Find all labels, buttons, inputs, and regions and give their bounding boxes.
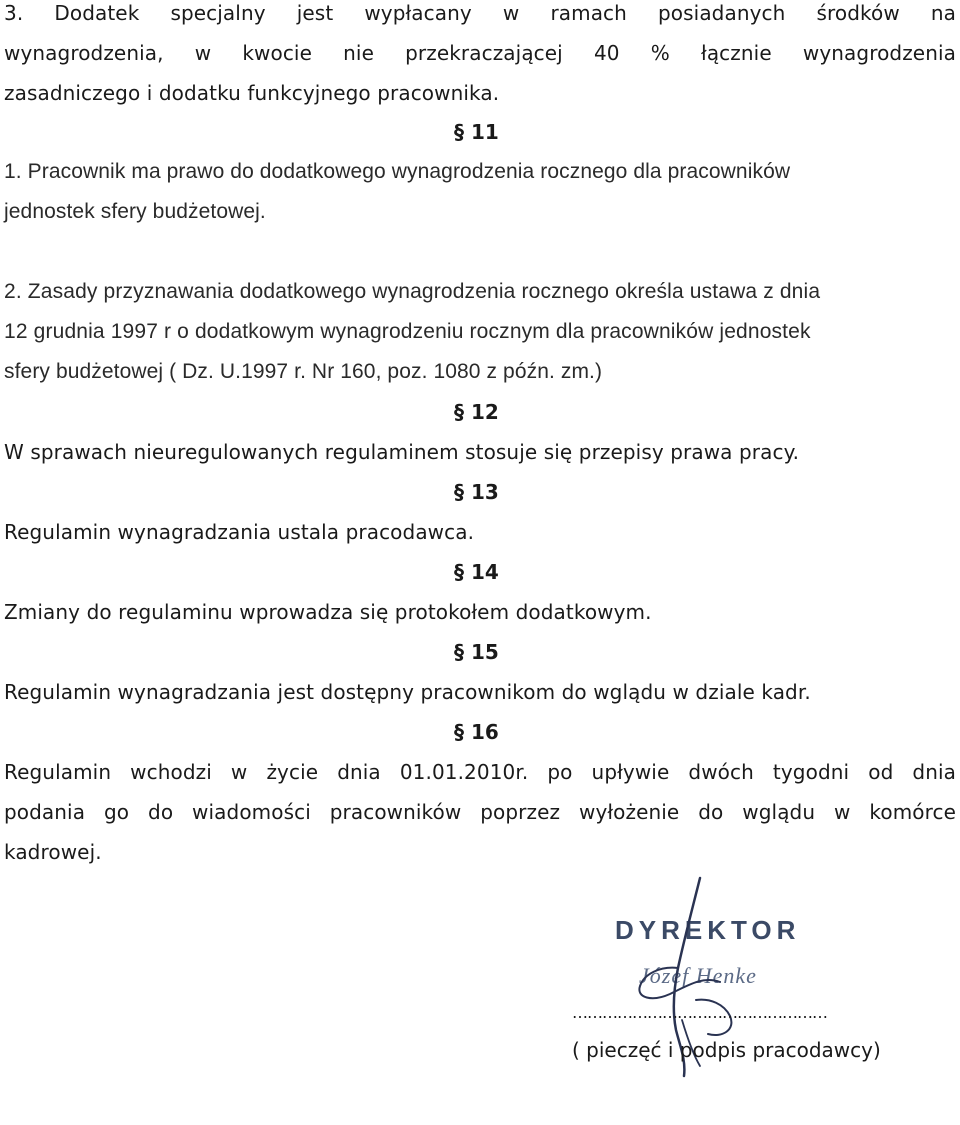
- section-13-text: Regulamin wynagradzania ustala pracodawca.: [4, 520, 475, 544]
- signature-caption: ( pieczęć i podpis pracodawcy): [572, 1038, 881, 1062]
- section-11-heading: § 11: [454, 120, 499, 144]
- section-16-line-3: kadrowej.: [4, 840, 102, 864]
- section-11-p2-line-2: 12 grudnia 1997 r o dodatkowym wynagrodzeniu rocznym dla pracowników jednostek: [4, 320, 811, 343]
- section-15-text: Regulamin wynagradzania jest dostępny pracownikom do wglądu w dziale kadr.: [4, 680, 811, 704]
- section-14-heading: § 14: [454, 560, 499, 584]
- section-15-heading: § 15: [454, 640, 499, 664]
- director-stamp: [615, 905, 835, 995]
- stamp-name: Józef Henke: [639, 963, 757, 988]
- section-11-p2-line-1: 2. Zasady przyznawania dodatkowego wynagrodzenia rocznego określa ustawa z dnia: [4, 280, 821, 303]
- paragraph-3-line-2: wynagrodzenia, w kwocie nie przekraczającej 40 % łącznie wynagrodzenia: [4, 41, 956, 65]
- section-14-text: Zmiany do regulaminu wprowadza się protokołem dodatkowym.: [4, 600, 652, 624]
- signature-dotted-line: ……………………………………………: [572, 1003, 827, 1022]
- section-16-line-1: Regulamin wchodzi w życie dnia 01.01.2010r. po upływie dwóch tygodni od dnia: [4, 760, 956, 784]
- stamp-title: DYREKTOR: [615, 915, 801, 945]
- section-13-heading: § 13: [454, 480, 499, 504]
- section-11-p1-line-2: jednostek sfery budżetowej.: [4, 200, 266, 223]
- paragraph-3-line-3: zasadniczego i dodatku funkcyjnego pracownika.: [4, 81, 500, 105]
- section-11-p2-line-3: sfery budżetowej ( Dz. U.1997 r. Nr 160, poz. 1080 z późn. zm.): [4, 360, 603, 383]
- section-16-line-2: podania go do wiadomości pracowników poprzez wyłożenie do wglądu w komórce: [4, 800, 956, 824]
- section-16-heading: § 16: [454, 720, 499, 744]
- section-12-heading: § 12: [454, 400, 499, 424]
- section-11-p1-line-1: 1. Pracownik ma prawo do dodatkowego wynagrodzenia rocznego dla pracowników: [4, 160, 791, 183]
- section-12-text: W sprawach nieuregulowanych regulaminem stosuje się przepisy prawa pracy.: [4, 440, 800, 464]
- paragraph-3-line-1: 3. Dodatek specjalny jest wypłacany w ramach posiadanych środków na: [4, 1, 956, 25]
